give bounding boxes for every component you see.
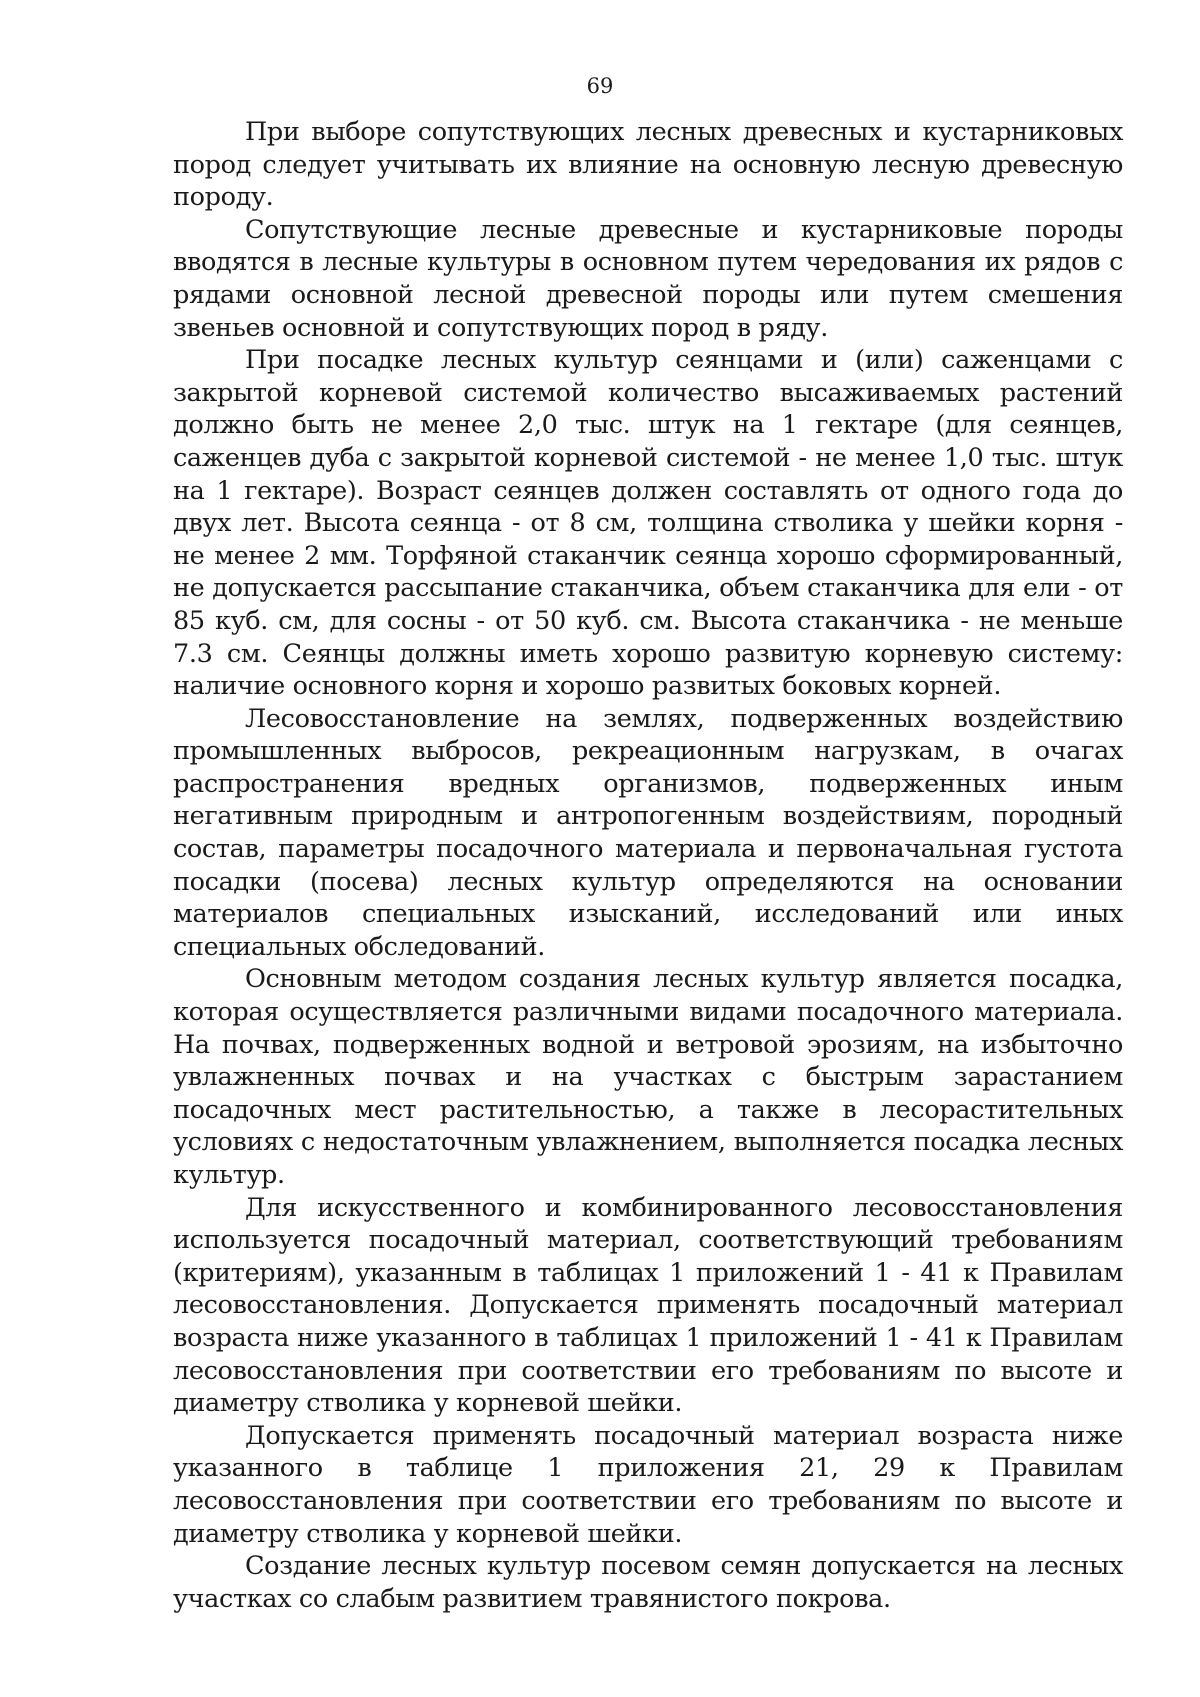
paragraph: При посадке лесных культур сеянцами и (или) саженцами с закрытой корневой системой количество высаживаемых растений должно быть не менее 2,0 тыс. штук на 1 гектаре (для сеянцев, саженцев дуба с закрытой корневой системой - не менее 1,0 тыс. штук на 1 гектаре). Возраст сеянцев должен составлять от одного года до двух лет. Высота сеянца - от 8 см, толщина стволика у шейки корня - не менее 2 мм. Торфяной стаканчик сеянца хорошо сформированный, не допускается рассыпание стаканчика, объем стаканчика для ели - от 85 куб. см, для сосны - от 50 куб. см. Высота стаканчика - не меньше 7.3 см. Сеянцы должны иметь хорошо развитую корневую систему: наличие основного корня и хорошо развитых боковых корней. — [173, 345, 1123, 702]
paragraph: Основным методом создания лесных культур является посадка, которая осуществляется различными видами посадочного материала. На почвах, подверженных водной и ветровой эрозиям, на избыточно увлажненных почвах и на участках с быстрым зарастанием посадочных мест растительностью, а также в лесорастительных условиях с недостаточным увлажнением, выполняется посадка лесных культур. — [173, 964, 1123, 1190]
paragraph: Лесовосстановление на землях, подверженных воздействию промышленных выбросов, рекреационным нагрузкам, в очагах распространения вредных организмов, подверженных иным негативным природным и антропогенным воздействиям, породный состав, параметры посадочного материала и первоначальная густота посадки (посева) лесных культур определяются на основании материалов специальных изысканий, исследований или иных специальных обследований. — [173, 703, 1123, 962]
paragraph: Сопутствующие лесные древесные и кустарниковые породы вводятся в лесные культуры в основном путем чередования их рядов с рядами основной лесной древесной породы или путем смешения звеньев основной и сопутствующих пород в ряду. — [173, 214, 1123, 343]
page-number: 69 — [586, 74, 614, 98]
paragraph: Создание лесных культур посевом семян допускается на лесных участках со слабым развитием травянистого покрова. — [173, 1551, 1123, 1614]
paragraph: Для искусственного и комбинированного лесовосстановления используется посадочный материал, соответствующий требованиям (критериям), указанным в таблицах 1 приложений 1 - 41 к Правилам лесовосстановления. Допускается применять посадочный материал возраста ниже указанного в таблицах 1 приложений 1 - 41 к Правилам лесовосстановления при соответствии его требованиям по высоте и диаметру стволика у корневой шейки. — [173, 1192, 1123, 1419]
paragraph: Допускается применять посадочный материал возраста ниже указанного в таблице 1 приложения 21, 29 к Правилам лесовосстановления при соответствии его требованиям по высоте и диаметру стволика у корневой шейки. — [173, 1420, 1123, 1549]
document-body — [173, 116, 1123, 1615]
paragraph: При выборе сопутствующих лесных древесных и кустарниковых пород следует учитывать их влияние на основную лесную древесную породу. — [173, 117, 1123, 213]
